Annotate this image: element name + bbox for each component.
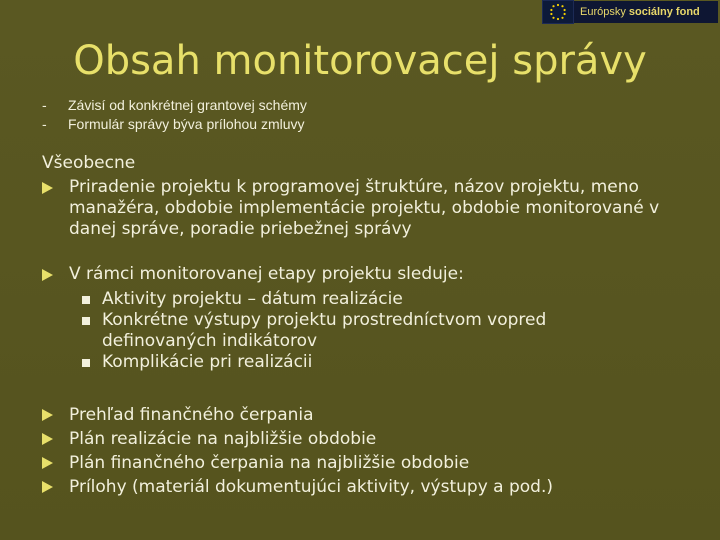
sub-item	[82, 352, 546, 373]
triangle-bullet-icon	[42, 481, 53, 493]
sub-item-text: Aktivity projektu – dátum realizácie	[102, 289, 403, 309]
bullet-text: Plán finančného čerpania na najbližšie obdobie	[69, 453, 470, 473]
bullet-list-monitoring	[42, 264, 464, 285]
dash-item-text: Formulár správy býva prílohou zmluvy	[68, 116, 305, 132]
bullet-text: Prílohy (materiál dokumentujúci aktivity, výstupy a pod.)	[69, 477, 553, 497]
dash-item-text: Závisí od konkrétnej grantovej schémy	[68, 97, 307, 113]
bullet-line: Priradenie projektu k programovej štruktúre, názov projektu, meno	[69, 177, 639, 197]
logo-text-bold: sociálny fond	[628, 6, 700, 18]
logo-text-prefix: Európsky	[580, 6, 626, 18]
bullet-list-general	[42, 177, 659, 240]
sub-item-text: Komplikácie pri realizácii	[102, 352, 313, 372]
bullet-item	[42, 403, 553, 427]
dash-item: - Závisí od konkrétnej grantovej schémy	[42, 97, 307, 116]
square-bullet-icon	[82, 296, 90, 304]
bullet-item	[42, 177, 659, 240]
bullet-item	[42, 427, 553, 451]
bullet-line: manažéra, obdobie implementácie projektu, obdobie monitorované v	[69, 198, 660, 218]
triangle-bullet-icon	[42, 457, 53, 469]
eu-logo	[542, 0, 718, 24]
square-bullet-icon	[82, 359, 90, 367]
bullet-item	[42, 451, 553, 475]
sub-item-text: Konkrétne výstupy projektu prostredníctvom vopred	[102, 310, 547, 330]
bullet-text: Prehľad finančného čerpania	[69, 405, 314, 425]
bullet-text: V rámci monitorovanej etapy projektu sleduje:	[69, 264, 464, 284]
triangle-bullet-icon	[42, 182, 53, 194]
dash-list	[42, 97, 307, 135]
sub-item	[82, 289, 546, 310]
triangle-bullet-icon	[42, 269, 53, 281]
sub-list	[82, 289, 546, 373]
dash-item: - Formulár správy býva prílohou zmluvy	[42, 116, 307, 135]
eu-flag-icon	[542, 0, 574, 24]
sub-item	[82, 310, 546, 352]
slide-title: Obsah monitorovacej správy	[73, 38, 647, 84]
bullet-item	[42, 264, 464, 285]
triangle-bullet-icon	[42, 433, 53, 445]
bullet-item	[42, 475, 553, 499]
square-bullet-icon	[82, 317, 90, 325]
triangle-bullet-icon	[42, 409, 53, 421]
logo-text	[574, 1, 718, 23]
sub-item-text: definovaných indikátorov	[102, 331, 318, 351]
bullet-line: danej správe, poradie priebežnej správy	[69, 219, 412, 239]
bullet-list-other	[42, 403, 553, 499]
section-title: Všeobecne	[42, 153, 136, 173]
bullet-text: Plán realizácie na najbližšie obdobie	[69, 429, 377, 449]
